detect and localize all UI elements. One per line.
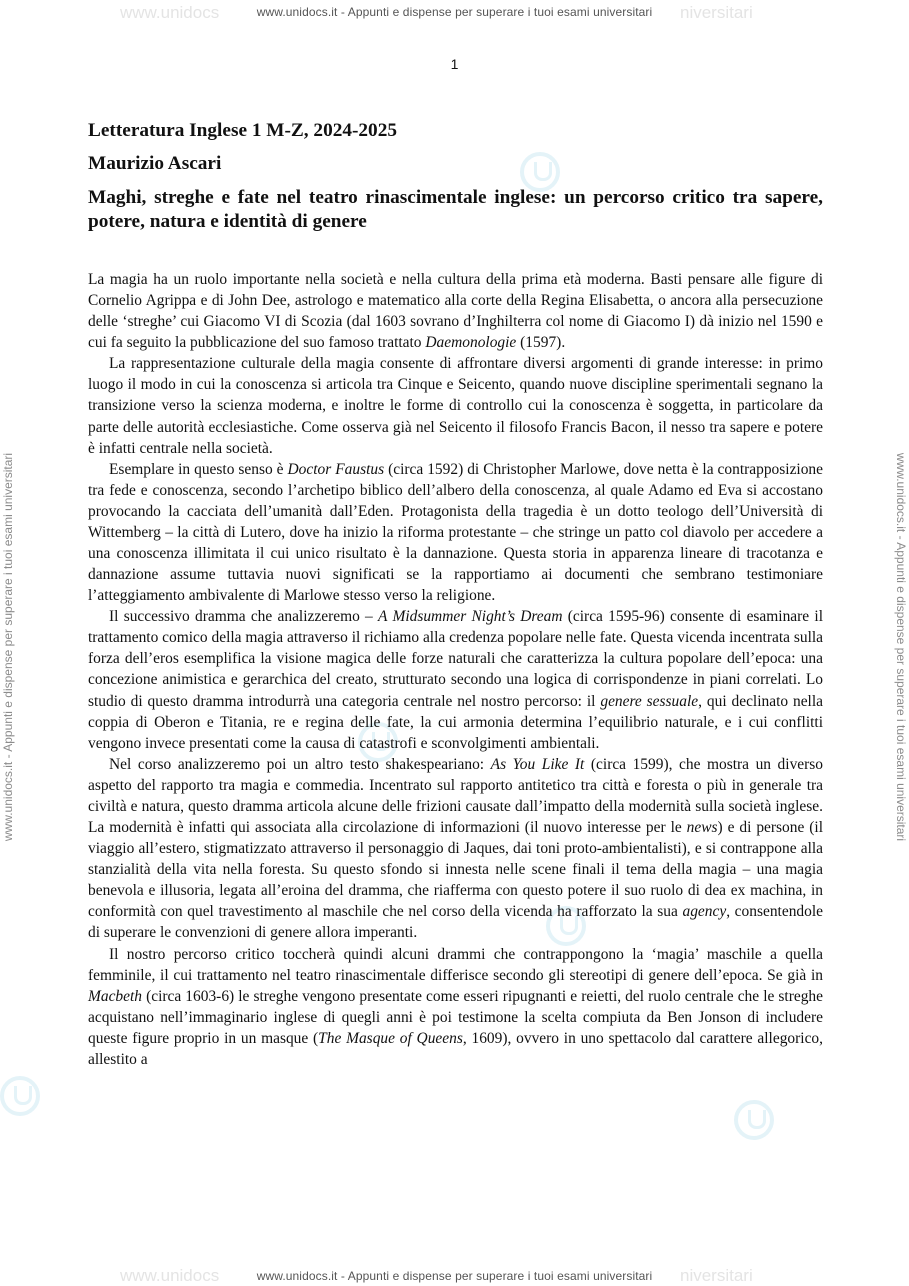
paragraph-6: Il nostro percorso critico toccherà quindi alcuni drammi che contrappongono la ‘magia’ maschile a quella femminile, il cui trattamento nel teatro rinascimentale differisce secondo gli stereotipi di genere dell’epoca. Se già in Macbeth (circa 1603-6) le streghe vengono presentate come esseri ripugnanti e reietti, del ruolo centrale che le streghe acquistano nell’immaginario inglese di quegli anni è poi testimone la scelta compiuta da Ben Jonson di includere queste figure proprio in un masque (The Masque of Queens, 1609), ovvero in uno spettacolo dal carattere allegorico, allestito a: [88, 945, 823, 1068]
course-title: Letteratura Inglese 1 M-Z, 2024-2025: [88, 120, 397, 141]
italic-term: news: [686, 819, 718, 837]
watermark-footer: www.unidocs.it - Appunti e dispense per superare i tuoi esami universitari: [256, 1269, 653, 1283]
watermark-logo-icon: [0, 1076, 40, 1116]
page-number: 1: [450, 56, 459, 72]
italic-title: As You Like It: [490, 755, 585, 773]
paragraph-5: Nel corso analizzeremo poi un altro testo shakespeariano: As You Like It (circa 1599), che mostra un diverso aspetto del rapporto tra magia e commedia. Incentrato sul rapporto antitetico tra città e foresta o più in generale tra civiltà e natura, questo dramma articola alcune delle frizioni causate dall’impatto della modernità sulla società inglese. La modernità è infatti qui associata alla circolazione di informazioni (il nuovo interesse per le news) e di persone (il viaggio all’estero, stigmatizzato attraverso il personaggio di Jaques, dai toni proto-ambientalisti), e si contrappone alla stanzialità della vita nella foresta. Su questo sfondo si innesta nelle scene finali il tema della magia – una magia benevola e illusoria, legata all’eroina del dramma, che riafferma con questo potere il suo ruolo di dea ex machina, in conformità con quel travestimento al maschile che nel corso della vicenda ha rafforzato la sua agency, consentendole di superare le convenzioni di genere allora imperanti.: [88, 755, 824, 942]
italic-title: Macbeth: [88, 987, 143, 1005]
watermark-header: www.unidocs.it - Appunti e dispense per superare i tuoi esami universitari: [256, 5, 653, 19]
watermark-left-vertical: www.unidocs.it - Appunti e dispense per superare i tuoi esami universitari: [1, 452, 15, 842]
italic-term: genere sessuale: [600, 692, 699, 710]
watermark-faint-right: niversitari: [680, 1266, 753, 1285]
watermark-faint-left: www.unidocs: [120, 3, 220, 22]
document-body: [88, 269, 823, 1070]
italic-title: Daemonologie: [425, 334, 517, 352]
document-title: Maghi, streghe e fate nel teatro rinascimentale inglese: un percorso critico tra sapere, potere, natura e identità di genere: [88, 187, 823, 232]
paragraph-4: Il successivo dramma che analizzeremo – A Midsummer Night’s Dream (circa 1595-96) consente di esaminare il trattamento comico della magia attraverso il richiamo alla credenza popolare nelle fate. Questa vicenda incentrata sulla forza dell’eros esemplifica la visione magica delle forze naturali che caratterizza la cultura popolare dell’epoca: una concezione animistica e gerarchica del creato, strutturato secondo una logica di corrispondenze in piani correlati. Lo studio di questo dramma introdurrà una categoria centrale nel nostro percorso: il genere sessuale, qui declinato nella coppia di Oberon e Titania, re e regina delle fate, la cui armonia determina l’equilibrio naturale, e i cui conflitti vengono invece presentati come la causa di catastrofi e sconvolgimenti ambientali.: [88, 608, 823, 752]
paragraph-1: La magia ha un ruolo importante nella società e nella cultura della prima età moderna. Basti pensare alle figure di Cornelio Agrippa e di John Dee, astrologo e matematico alla corte della Regina Elisabetta, o ancora alla persecuzione delle ‘streghe’ cui Giacomo VI di Scozia (dal 1603 sovrano d’Inghilterra col nome di Giacomo I) dà inizio nel 1590 e cui fa seguito la pubblicazione del suo famoso trattato Daemonologie (1597).: [88, 271, 823, 352]
watermark-right-vertical: www.unidocs.it - Appunti e dispense per superare i tuoi esami universitari: [894, 452, 908, 842]
author-name: Maurizio Ascari: [88, 153, 222, 174]
watermark-faint-right: niversitari: [680, 3, 753, 22]
italic-title: The Masque of Queens: [318, 1029, 463, 1047]
paragraph-2: La rappresentazione culturale della magia consente di affrontare diversi argomenti di grande interesse: in primo luogo il modo in cui la conoscenza si articola tra Cinque e Seicento, quando nuove discipline sperimentali segnano la transizione verso la scienza moderna, e inoltre le forme di controllo cui la conoscenza è soggetta, in particolare da parte delle autorità ecclesiastiche. Come osserva già nel Seicento il filosofo Francis Bacon, il nesso tra sapere e potere è infatti centrale nella società.: [88, 355, 823, 457]
italic-title: A Midsummer Night’s Dream: [378, 608, 563, 626]
italic-title: Doctor Faustus: [287, 460, 385, 478]
italic-term: agency: [682, 903, 727, 921]
watermark-logo-icon: [734, 1100, 774, 1140]
watermark-faint-left: www.unidocs: [120, 1266, 220, 1285]
paragraph-3: Esemplare in questo senso è Doctor Faustus (circa 1592) di Christopher Marlowe, dove netta è la contrapposizione tra fede e conoscenza, secondo l’archetipo biblico dell’albero della conoscenza, al quale Adamo ed Eva si accostano provocando la cacciata dell’umanità dall’Eden. Protagonista della tragedia è un dotto teologo dell’Università di Wittemberg – la città di Lutero, dove ha inizio la riforma protestante – che stringe un patto col diavolo per accedere a una conoscenza illimitata il cui unico risultato è la dannazione. Questa storia in apparenza lineare di tracotanza e dannazione assume tuttavia nuovi significati se la rapportiamo ai documenti che sembrano testimoniare l’atteggiamento ambivalente di Marlowe stesso verso la religione.: [88, 460, 823, 605]
